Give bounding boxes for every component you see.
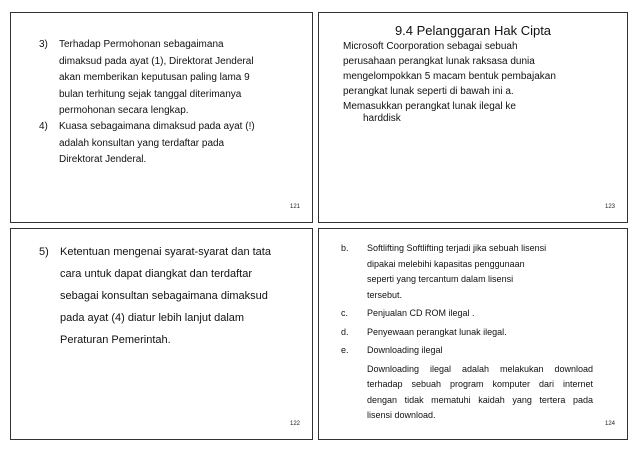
slide-123 [318,12,628,223]
list-item-e [341,343,593,359]
piracy-list [341,241,593,424]
text-line: dengan tidak mematuhi kaidah yang tertera pada [367,394,593,405]
page-number: 123 [604,204,615,210]
text-line: Microsoft Coorporation sebagai sebuah [343,41,518,52]
page-number: 122 [289,421,300,427]
slide-paragraph [343,39,556,114]
text-line: dipakai melebihi kapasitas penggunaan [367,258,525,269]
slide-124 [318,228,628,440]
text-line: perangkat lunak seperti di bawah ini a. [343,86,514,97]
item-5 [39,241,271,351]
list-label: e. [341,345,349,355]
text-line: seperti yang tercantum dalam lisensi [367,274,514,284]
page-number: 121 [289,204,300,210]
text-line: Downloading ilegal [367,345,443,355]
text-line: Terhadap Permohonan sebagaimana [59,39,224,50]
text-line: Penyewaan perangkat lunak ilegal. [367,326,507,337]
slide-121 [10,12,313,223]
slide-title: 9.4 Pelanggaran Hak Cipta [394,23,552,38]
list-label: c. [341,308,349,318]
list-item-d [341,325,593,341]
text-line: akan memberikan keputusan paling lama 9 [59,72,250,83]
text-line: mengelompokkan 5 macam bentuk pembajakan [343,71,556,82]
item-5-number: 5) [39,246,49,258]
item-5-text [60,241,271,351]
text-line: terhadap sebuah program komputer dari internet [367,379,593,389]
text-line: lisensi download. [367,410,436,420]
text-line: pada ayat (4) diatur lebih lanjut dalam [60,312,245,324]
text-line: cara untuk dapat diangkat dan terdaftar [60,268,253,280]
text-line: dimaksud pada ayat (1), Direktorat Jenderal [59,55,254,67]
item-3-text [59,37,254,120]
list-item-c [341,306,593,322]
list-label: b. [341,243,349,253]
item-4-number: 4) [39,121,48,132]
text-line: tersebut. [367,289,403,300]
text-line: Kuasa sebagaimana dimaksud pada ayat (!) [59,121,255,132]
text-line: harddisk [363,113,401,124]
list-label: d. [341,326,349,337]
text-line: permohonan secara lengkap. [59,105,189,116]
item-3-number: 3) [39,39,48,50]
text-line: Downloading ilegal adalah melakukan download [367,363,593,374]
text-line: Softlifting Softlifting terjadi jika sebuah lisensi [367,243,547,253]
item-3 [39,37,254,120]
text-line: Peraturan Pemerintah. [60,334,171,346]
text-line: bulan terhitung sejak tanggal diterimanya [59,88,242,100]
text-line: Penjualan CD ROM ilegal . [367,308,475,318]
slide-122 [10,228,313,440]
text-line: Memasukkan perangkat lunak ilegal ke [343,101,516,112]
text-line: sebagai konsultan sebagaimana dimaksud [60,290,268,302]
page-number: 124 [604,421,615,427]
item-4 [39,119,255,169]
text-line: Ketentuan mengenai syarat-syarat dan tata [60,246,271,258]
list-item-b [341,241,593,257]
text-line: perusahaan perangkat lunak raksasa dunia [343,56,535,67]
text-line: Direktorat Jenderal. [59,154,147,165]
item-4-text [59,119,255,169]
text-line: adalah konsultan yang terdaftar pada [59,137,225,149]
